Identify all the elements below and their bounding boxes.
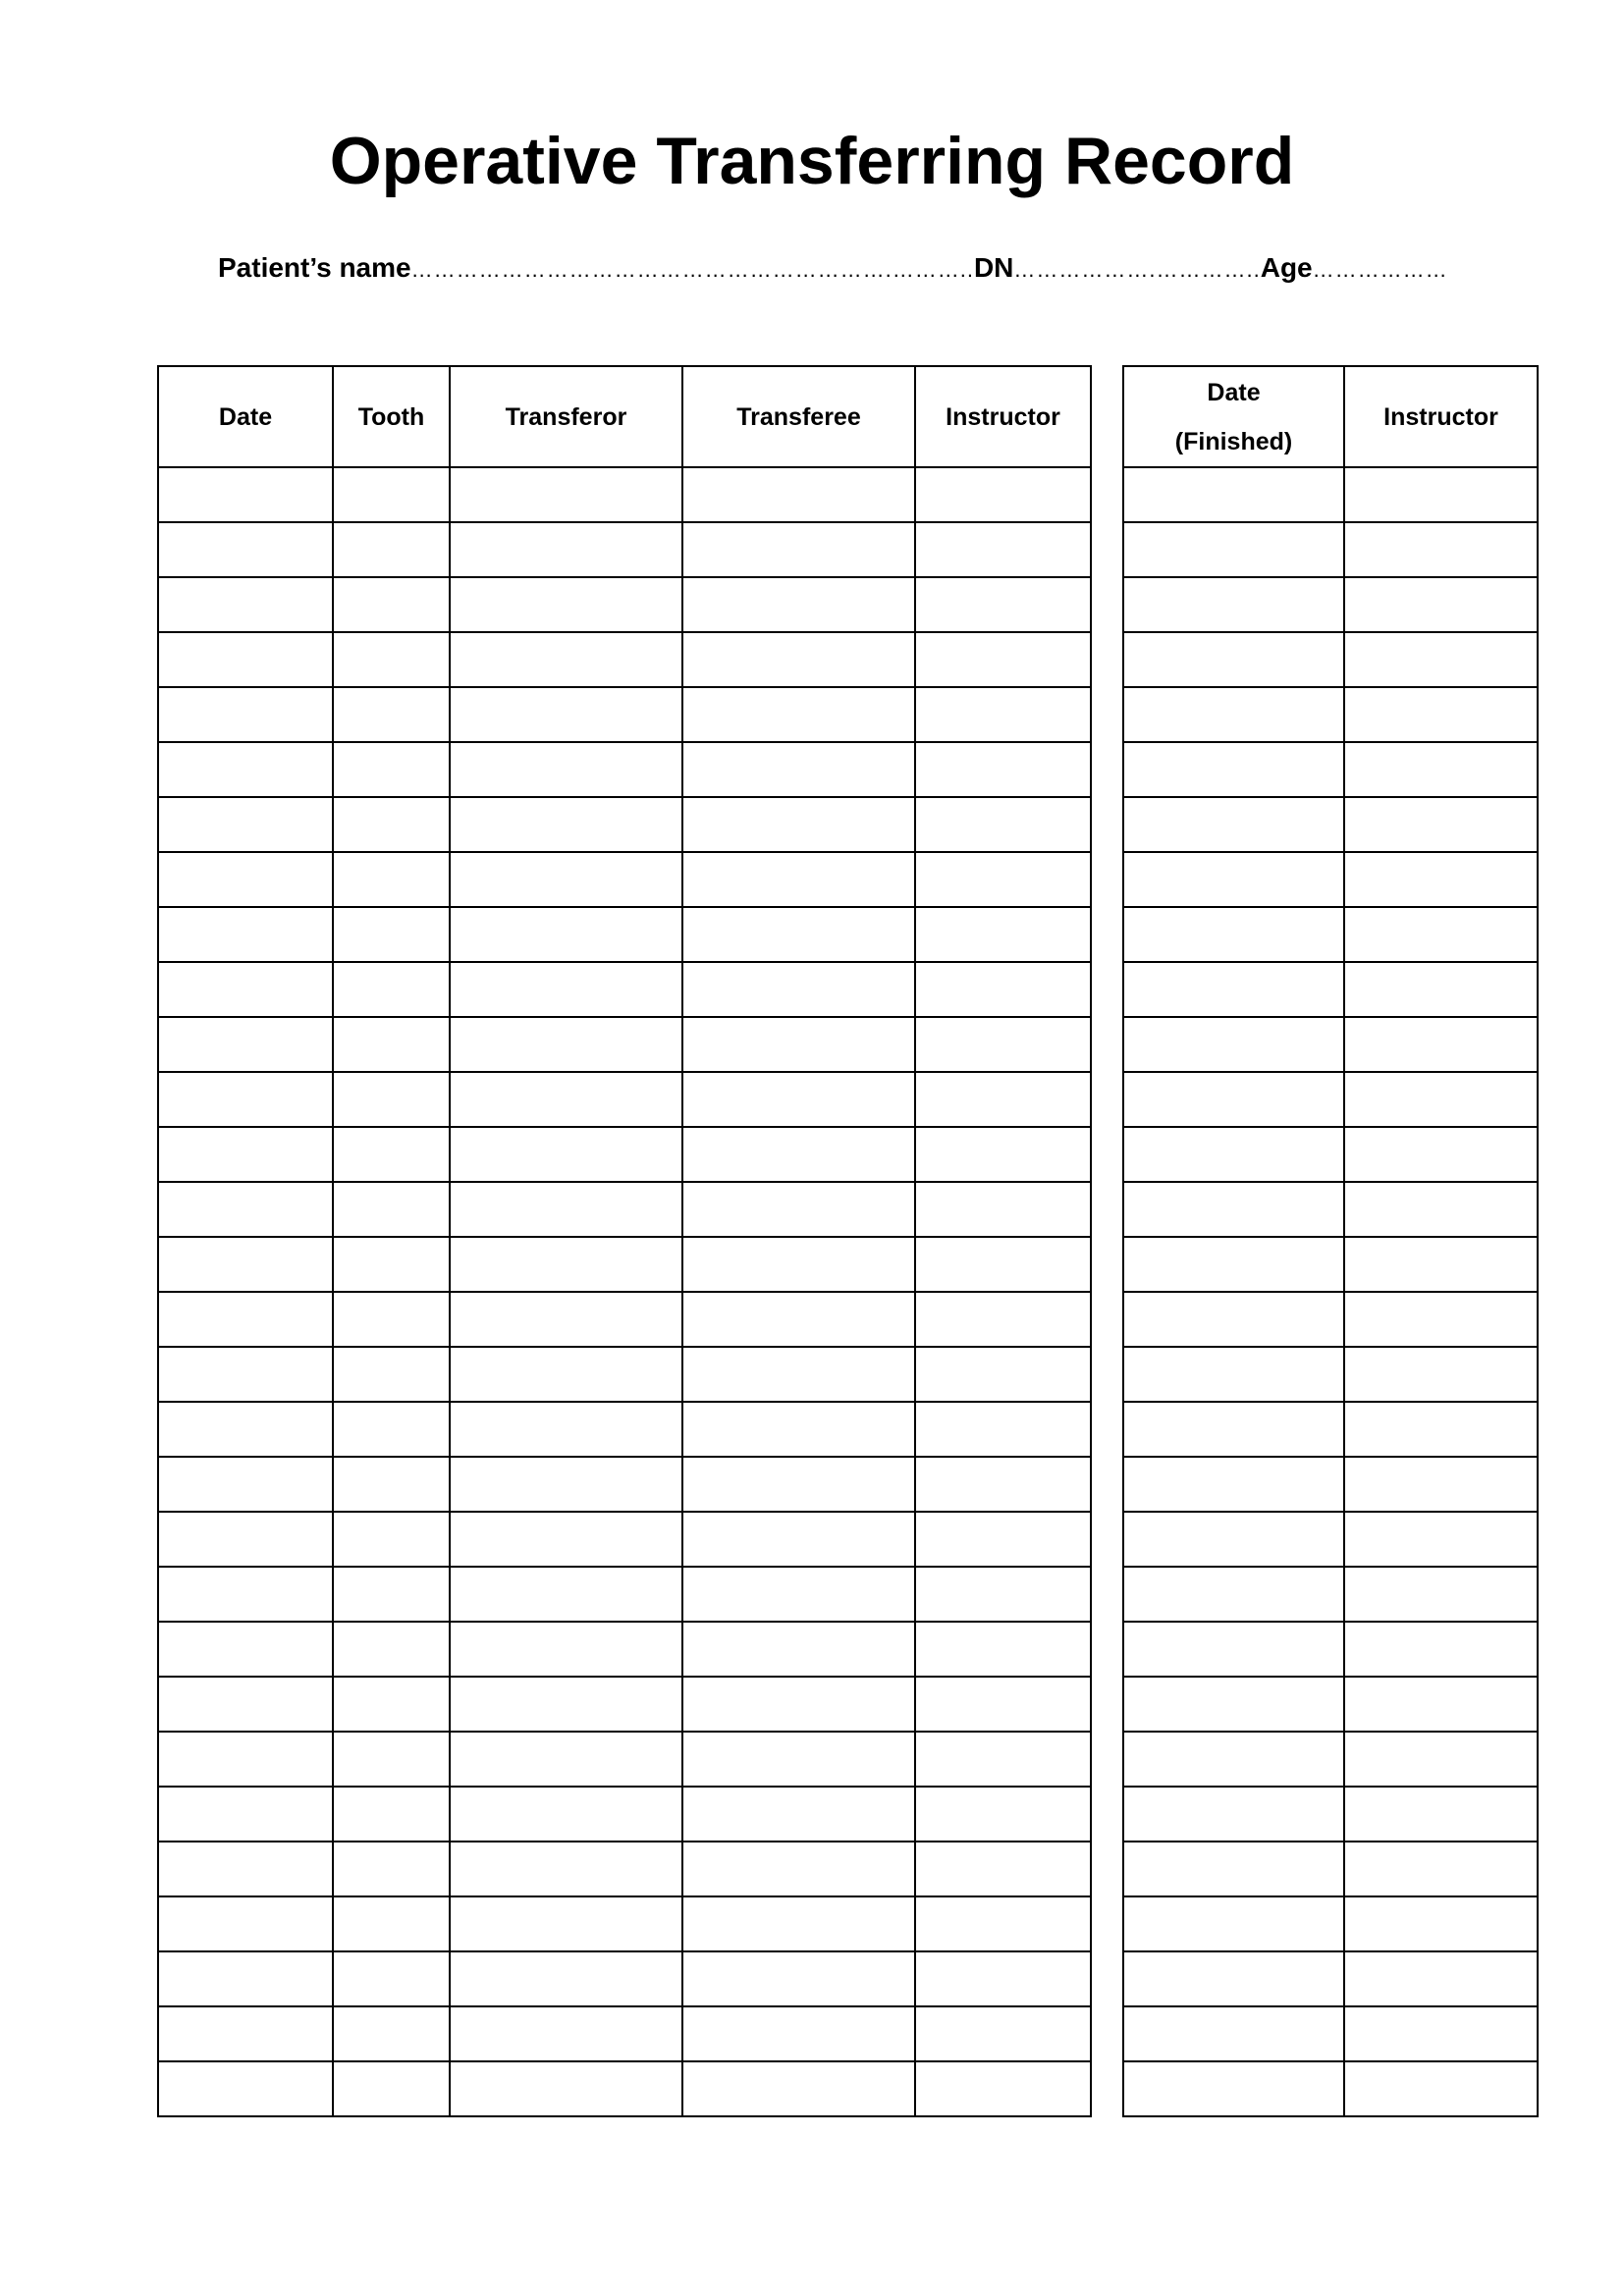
header-instructor: Instructor	[915, 366, 1091, 467]
transfer-table-row	[158, 687, 1091, 742]
transfer-table-cell[interactable]	[450, 1512, 682, 1567]
transfer-table-cell[interactable]	[682, 1622, 915, 1677]
finish-table-cell[interactable]	[1123, 1677, 1344, 1732]
transfer-table-cell[interactable]	[450, 1567, 682, 1622]
transfer-table-row	[158, 1347, 1091, 1402]
finish-table-row	[1123, 907, 1538, 962]
finish-table-row	[1123, 1951, 1538, 2006]
transfer-table-cell[interactable]	[450, 687, 682, 742]
transfer-table-cell[interactable]	[333, 1237, 450, 1292]
finish-table-row	[1123, 1072, 1538, 1127]
dn-field[interactable]: ……………….…………..	[1013, 257, 1261, 282]
finish-table-cell[interactable]	[1344, 577, 1538, 632]
transfer-table-cell[interactable]	[682, 1732, 915, 1787]
transfer-table-row	[158, 1512, 1091, 1567]
transfer-table-row	[158, 1732, 1091, 1787]
transfer-table-cell[interactable]	[450, 852, 682, 907]
transfer-table-cell[interactable]	[333, 1072, 450, 1127]
transfer-table-cell[interactable]	[158, 1842, 333, 1896]
transfer-table-cell[interactable]	[915, 2006, 1091, 2061]
finish-table-cell[interactable]	[1344, 1951, 1538, 2006]
finish-table-cell[interactable]	[1344, 1347, 1538, 1402]
finish-table-row	[1123, 797, 1538, 852]
transfer-table-cell[interactable]	[682, 577, 915, 632]
transfer-table-cell[interactable]	[915, 1512, 1091, 1567]
transfer-table-cell[interactable]	[682, 797, 915, 852]
finish-table-row	[1123, 1512, 1538, 1567]
finish-table-cell[interactable]	[1344, 742, 1538, 797]
transfer-table-cell[interactable]	[682, 852, 915, 907]
finish-table-row	[1123, 1347, 1538, 1402]
finish-table-cell[interactable]	[1123, 742, 1344, 797]
transfer-table-row	[158, 742, 1091, 797]
finish-table-cell[interactable]	[1344, 1567, 1538, 1622]
transfer-table	[157, 365, 1092, 2117]
transfer-table-row	[158, 1622, 1091, 1677]
transfer-table-cell[interactable]	[158, 1732, 333, 1787]
transfer-table-cell[interactable]	[682, 1512, 915, 1567]
finish-table-row	[1123, 1567, 1538, 1622]
transfer-table-cell[interactable]	[158, 2061, 333, 2116]
transfer-table-cell[interactable]	[682, 1127, 915, 1182]
finish-table-cell[interactable]	[1344, 907, 1538, 962]
transfer-table-cell[interactable]	[682, 742, 915, 797]
transfer-table-cell[interactable]	[682, 1951, 915, 2006]
transfer-table-cell[interactable]	[915, 1402, 1091, 1457]
transfer-table-cell[interactable]	[682, 1457, 915, 1512]
transfer-table-cell[interactable]	[915, 1292, 1091, 1347]
transfer-table-cell[interactable]	[915, 852, 1091, 907]
finish-table-cell[interactable]	[1344, 1237, 1538, 1292]
transfer-table-cell[interactable]	[333, 1622, 450, 1677]
finish-table-row	[1123, 1732, 1538, 1787]
transfer-table-cell[interactable]	[450, 1896, 682, 1951]
transfer-table-cell[interactable]	[333, 742, 450, 797]
transfer-table-cell[interactable]	[158, 1347, 333, 1402]
header-date-finished-line1: Date	[1207, 378, 1261, 406]
header-transferor: Transferor	[450, 366, 682, 467]
transfer-table-cell[interactable]	[915, 1567, 1091, 1622]
finish-table-row	[1123, 1237, 1538, 1292]
transfer-table-cell[interactable]	[450, 1127, 682, 1182]
transfer-table-cell[interactable]	[682, 1017, 915, 1072]
transfer-table-cell[interactable]	[682, 962, 915, 1017]
transfer-table-cell[interactable]	[158, 467, 333, 522]
finish-table-cell[interactable]	[1344, 687, 1538, 742]
transfer-table-cell[interactable]	[450, 1622, 682, 1677]
transfer-table-cell[interactable]	[915, 1677, 1091, 1732]
transfer-table-cell[interactable]	[158, 1677, 333, 1732]
transfer-table-cell[interactable]	[333, 962, 450, 1017]
transfer-table-cell[interactable]	[158, 1567, 333, 1622]
finish-table-row	[1123, 1017, 1538, 1072]
transfer-table-cell[interactable]	[450, 907, 682, 962]
finish-table-cell[interactable]	[1123, 1896, 1344, 1951]
transfer-table-cell[interactable]	[158, 687, 333, 742]
age-label: Age	[1260, 252, 1313, 283]
transfer-table-row	[158, 1017, 1091, 1072]
finish-table-row	[1123, 1842, 1538, 1896]
header-finish-instructor: Instructor	[1344, 366, 1538, 467]
transfer-table-row	[158, 1677, 1091, 1732]
transfer-table-cell[interactable]	[682, 2006, 915, 2061]
header-date-finished-line2: (Finished)	[1174, 427, 1293, 455]
transfer-table-cell[interactable]	[682, 1182, 915, 1237]
finish-table-cell[interactable]	[1123, 1567, 1344, 1622]
transfer-table-cell[interactable]	[915, 577, 1091, 632]
finish-table-row	[1123, 522, 1538, 577]
transfer-table-body	[158, 467, 1091, 2116]
transfer-table-cell[interactable]	[158, 1072, 333, 1127]
transfer-table-cell[interactable]	[333, 1512, 450, 1567]
transfer-table-cell[interactable]	[450, 1292, 682, 1347]
finish-table-cell[interactable]	[1344, 1072, 1538, 1127]
transfer-table-cell[interactable]	[333, 1457, 450, 1512]
transfer-table-row	[158, 1951, 1091, 2006]
transfer-table-cell[interactable]	[915, 467, 1091, 522]
transfer-table-cell[interactable]	[158, 2006, 333, 2061]
finish-table-row	[1123, 687, 1538, 742]
transfer-table-cell[interactable]	[158, 962, 333, 1017]
transfer-table-row	[158, 467, 1091, 522]
transfer-table-cell[interactable]	[915, 1182, 1091, 1237]
finish-table-row	[1123, 577, 1538, 632]
transfer-table-row	[158, 1237, 1091, 1292]
finish-table-cell[interactable]	[1123, 797, 1344, 852]
transfer-table-cell[interactable]	[333, 1402, 450, 1457]
transfer-table-cell[interactable]	[158, 797, 333, 852]
transfer-table-cell[interactable]	[915, 1842, 1091, 1896]
finish-table-cell[interactable]	[1344, 1457, 1538, 1512]
transfer-table-cell[interactable]	[158, 1402, 333, 1457]
finish-table-cell[interactable]	[1123, 2006, 1344, 2061]
finish-table-cell[interactable]	[1123, 1182, 1344, 1237]
transfer-table-cell[interactable]	[450, 1842, 682, 1896]
transfer-table-cell[interactable]	[158, 852, 333, 907]
transfer-table-row	[158, 1402, 1091, 1457]
finish-table-row	[1123, 962, 1538, 1017]
transfer-table-row	[158, 907, 1091, 962]
finish-table-cell[interactable]	[1123, 1622, 1344, 1677]
transfer-table-cell[interactable]	[333, 1017, 450, 1072]
transfer-table-cell[interactable]	[682, 467, 915, 522]
transfer-table-cell[interactable]	[915, 1072, 1091, 1127]
transfer-table-cell[interactable]	[333, 1951, 450, 2006]
transfer-table-header-row	[158, 366, 1091, 467]
transfer-table-cell[interactable]	[682, 1842, 915, 1896]
transfer-table-row	[158, 1567, 1091, 1622]
transfer-table-cell[interactable]	[158, 632, 333, 687]
finish-table-cell[interactable]	[1344, 962, 1538, 1017]
transfer-table-cell[interactable]	[915, 632, 1091, 687]
transfer-table-cell[interactable]	[682, 1292, 915, 1347]
finish-table-cell[interactable]	[1123, 852, 1344, 907]
finish-table-cell[interactable]	[1123, 907, 1344, 962]
transfer-table-cell[interactable]	[915, 1347, 1091, 1402]
transfer-table-cell[interactable]	[915, 1127, 1091, 1182]
finish-table-cell[interactable]	[1344, 2061, 1538, 2116]
transfer-table-cell[interactable]	[682, 907, 915, 962]
transfer-table-cell[interactable]	[450, 1017, 682, 1072]
transfer-table-cell[interactable]	[333, 1842, 450, 1896]
finish-table-cell[interactable]	[1344, 1182, 1538, 1237]
finish-table-cell[interactable]	[1123, 962, 1344, 1017]
transfer-table-cell[interactable]	[333, 907, 450, 962]
finish-table-row	[1123, 1787, 1538, 1842]
transfer-table-cell[interactable]	[158, 577, 333, 632]
transfer-table-cell[interactable]	[333, 1347, 450, 1402]
finish-table-cell[interactable]	[1123, 1072, 1344, 1127]
transfer-table-cell[interactable]	[158, 1951, 333, 2006]
transfer-table-cell[interactable]	[158, 1512, 333, 1567]
transfer-table-cell[interactable]	[158, 1787, 333, 1842]
finish-table-cell[interactable]	[1123, 1017, 1344, 1072]
transfer-table-cell[interactable]	[915, 687, 1091, 742]
transfer-table-cell[interactable]	[682, 687, 915, 742]
finish-table-header-row	[1123, 366, 1538, 467]
finish-table-cell[interactable]	[1344, 1896, 1538, 1951]
finish-table-row	[1123, 1677, 1538, 1732]
finish-table-row	[1123, 1182, 1538, 1237]
transfer-table-cell[interactable]	[915, 1622, 1091, 1677]
finish-table-cell[interactable]	[1344, 797, 1538, 852]
transfer-table-cell[interactable]	[450, 1951, 682, 2006]
transfer-table-cell[interactable]	[333, 1292, 450, 1347]
finish-table-cell[interactable]	[1123, 467, 1344, 522]
transfer-table-cell[interactable]	[450, 1787, 682, 1842]
transfer-table-cell[interactable]	[450, 577, 682, 632]
transfer-table-cell[interactable]	[915, 1951, 1091, 2006]
transfer-table-cell[interactable]	[682, 1787, 915, 1842]
finish-table-row	[1123, 1622, 1538, 1677]
transfer-table-row	[158, 1292, 1091, 1347]
transfer-table-cell[interactable]	[915, 742, 1091, 797]
transfer-table-cell[interactable]	[682, 1567, 915, 1622]
transfer-table-cell[interactable]	[158, 1182, 333, 1237]
finish-table-row	[1123, 1292, 1538, 1347]
transfer-table-cell[interactable]	[682, 1896, 915, 1951]
finish-table-row	[1123, 2061, 1538, 2116]
finish-table-row	[1123, 467, 1538, 522]
finish-table-cell[interactable]	[1344, 522, 1538, 577]
finish-table-cell[interactable]	[1344, 1622, 1538, 1677]
finish-table-cell[interactable]	[1344, 1127, 1538, 1182]
transfer-table-cell[interactable]	[158, 1127, 333, 1182]
transfer-table-cell[interactable]	[333, 1677, 450, 1732]
transfer-table-cell[interactable]	[158, 1237, 333, 1292]
transfer-table-row	[158, 797, 1091, 852]
transfer-table-cell[interactable]	[333, 2061, 450, 2116]
transfer-table-cell[interactable]	[682, 1347, 915, 1402]
finish-table-row	[1123, 742, 1538, 797]
finish-table-cell[interactable]	[1123, 1347, 1344, 1402]
finish-table-cell[interactable]	[1123, 1842, 1344, 1896]
transfer-table-cell[interactable]	[682, 1402, 915, 1457]
finish-table-cell[interactable]	[1344, 632, 1538, 687]
transfer-table-row	[158, 1127, 1091, 1182]
finish-table-cell[interactable]	[1123, 1237, 1344, 1292]
transfer-table-cell[interactable]	[333, 687, 450, 742]
transfer-table-cell[interactable]	[915, 907, 1091, 962]
finish-table-row	[1123, 1402, 1538, 1457]
transfer-table-cell[interactable]	[682, 522, 915, 577]
transfer-table-cell[interactable]	[333, 632, 450, 687]
transfer-table-cell[interactable]	[158, 1017, 333, 1072]
transfer-table-cell[interactable]	[333, 1732, 450, 1787]
finish-table	[1122, 365, 1539, 2117]
transfer-table-cell[interactable]	[915, 797, 1091, 852]
finish-table-row	[1123, 2006, 1538, 2061]
transfer-table-cell[interactable]	[158, 1457, 333, 1512]
header-tooth: Tooth	[333, 366, 450, 467]
transfer-table-cell[interactable]	[158, 1292, 333, 1347]
transfer-table-cell[interactable]	[915, 1237, 1091, 1292]
transfer-table-cell[interactable]	[450, 742, 682, 797]
finish-table-cell[interactable]	[1123, 1512, 1344, 1567]
transfer-table-cell[interactable]	[682, 1072, 915, 1127]
finish-table-cell[interactable]	[1344, 1677, 1538, 1732]
finish-table-cell[interactable]	[1123, 687, 1344, 742]
transfer-table-cell[interactable]	[450, 1182, 682, 1237]
transfer-table-cell[interactable]	[333, 1127, 450, 1182]
finish-table-cell[interactable]	[1123, 1732, 1344, 1787]
transfer-table-cell[interactable]	[450, 2006, 682, 2061]
transfer-table-cell[interactable]	[450, 632, 682, 687]
transfer-table-row	[158, 1182, 1091, 1237]
transfer-table-cell[interactable]	[333, 467, 450, 522]
finish-table-cell[interactable]	[1344, 1402, 1538, 1457]
patient-name-field[interactable]: ……………………………………………………….………..	[410, 257, 974, 282]
finish-table-cell[interactable]	[1344, 1787, 1538, 1842]
transfer-table-cell[interactable]	[333, 1182, 450, 1237]
transfer-table-cell[interactable]	[450, 1347, 682, 1402]
finish-table-cell[interactable]	[1344, 1842, 1538, 1896]
transfer-table-cell[interactable]	[450, 2061, 682, 2116]
transfer-table-cell[interactable]	[450, 797, 682, 852]
transfer-table-row	[158, 2061, 1091, 2116]
finish-table-row	[1123, 852, 1538, 907]
page-title: Operative Transferring Record	[329, 124, 1295, 198]
finish-table-cell[interactable]	[1344, 1292, 1538, 1347]
transfer-table-row	[158, 1896, 1091, 1951]
transfer-table-cell[interactable]	[333, 797, 450, 852]
finish-table-cell[interactable]	[1344, 852, 1538, 907]
header-date-finished	[1123, 366, 1344, 467]
finish-table-cell[interactable]	[1344, 467, 1538, 522]
transfer-table-cell[interactable]	[915, 1896, 1091, 1951]
finish-table-body	[1123, 467, 1538, 2116]
finish-table-cell[interactable]	[1123, 1457, 1344, 1512]
finish-table-cell[interactable]	[1123, 1951, 1344, 2006]
transfer-table-cell[interactable]	[333, 1787, 450, 1842]
transfer-table-cell[interactable]	[682, 632, 915, 687]
transfer-table-cell[interactable]	[333, 2006, 450, 2061]
header-date: Date	[158, 366, 333, 467]
transfer-table-cell[interactable]	[915, 1457, 1091, 1512]
transfer-table-cell[interactable]	[158, 1622, 333, 1677]
transfer-table-cell[interactable]	[333, 577, 450, 632]
finish-table-row	[1123, 1896, 1538, 1951]
finish-table-cell[interactable]	[1123, 1127, 1344, 1182]
finish-table-row	[1123, 1457, 1538, 1512]
transfer-table-row	[158, 1787, 1091, 1842]
transfer-table-cell[interactable]	[450, 467, 682, 522]
transfer-table-cell[interactable]	[915, 1017, 1091, 1072]
transfer-table-row	[158, 962, 1091, 1017]
patient-info-line	[218, 248, 1494, 290]
transfer-table-cell[interactable]	[915, 1787, 1091, 1842]
transfer-table-row	[158, 577, 1091, 632]
transfer-table-cell[interactable]	[682, 2061, 915, 2116]
finish-table-cell[interactable]	[1123, 2061, 1344, 2116]
finish-table-cell[interactable]	[1123, 1292, 1344, 1347]
transfer-table-cell[interactable]	[450, 522, 682, 577]
transfer-table-cell[interactable]	[450, 1402, 682, 1457]
transfer-table-cell[interactable]	[915, 962, 1091, 1017]
transfer-table-cell[interactable]	[450, 1732, 682, 1787]
transfer-table-cell[interactable]	[682, 1677, 915, 1732]
transfer-table-row	[158, 852, 1091, 907]
transfer-table-cell[interactable]	[915, 2061, 1091, 2116]
transfer-table-row	[158, 522, 1091, 577]
finish-table-cell[interactable]	[1123, 1402, 1344, 1457]
age-field[interactable]: ………………	[1312, 257, 1448, 282]
transfer-table-cell[interactable]	[158, 1896, 333, 1951]
transfer-table-cell[interactable]	[158, 742, 333, 797]
finish-table-cell[interactable]	[1123, 522, 1344, 577]
transfer-table-cell[interactable]	[333, 1567, 450, 1622]
transfer-table-cell[interactable]	[450, 1677, 682, 1732]
transfer-table-cell[interactable]	[158, 907, 333, 962]
transfer-table-row	[158, 2006, 1091, 2061]
finish-table-row	[1123, 1127, 1538, 1182]
finish-table-row	[1123, 632, 1538, 687]
transfer-table-cell[interactable]	[450, 962, 682, 1017]
finish-table-cell[interactable]	[1344, 1732, 1538, 1787]
transfer-table-cell[interactable]	[915, 522, 1091, 577]
finish-table-cell[interactable]	[1123, 632, 1344, 687]
transfer-table-row	[158, 1842, 1091, 1896]
finish-table-cell[interactable]	[1123, 577, 1344, 632]
finish-table-cell[interactable]	[1344, 1017, 1538, 1072]
transfer-table-cell[interactable]	[450, 1072, 682, 1127]
finish-table-cell[interactable]	[1344, 2006, 1538, 2061]
transfer-table-cell[interactable]	[333, 852, 450, 907]
finish-table-cell[interactable]	[1123, 1787, 1344, 1842]
transfer-table-row	[158, 632, 1091, 687]
transfer-table-cell[interactable]	[158, 522, 333, 577]
finish-table-cell[interactable]	[1344, 1512, 1538, 1567]
dn-label: DN	[973, 252, 1014, 283]
transfer-table-cell[interactable]	[450, 1237, 682, 1292]
transfer-table-cell[interactable]	[682, 1237, 915, 1292]
transfer-table-row	[158, 1457, 1091, 1512]
transfer-table-cell[interactable]	[915, 1732, 1091, 1787]
header-transferee: Transferee	[682, 366, 915, 467]
transfer-table-cell[interactable]	[333, 522, 450, 577]
transfer-table-cell[interactable]	[450, 1457, 682, 1512]
patient-name-label: Patient’s name	[218, 252, 411, 283]
transfer-table-cell[interactable]	[333, 1896, 450, 1951]
transfer-table-row	[158, 1072, 1091, 1127]
